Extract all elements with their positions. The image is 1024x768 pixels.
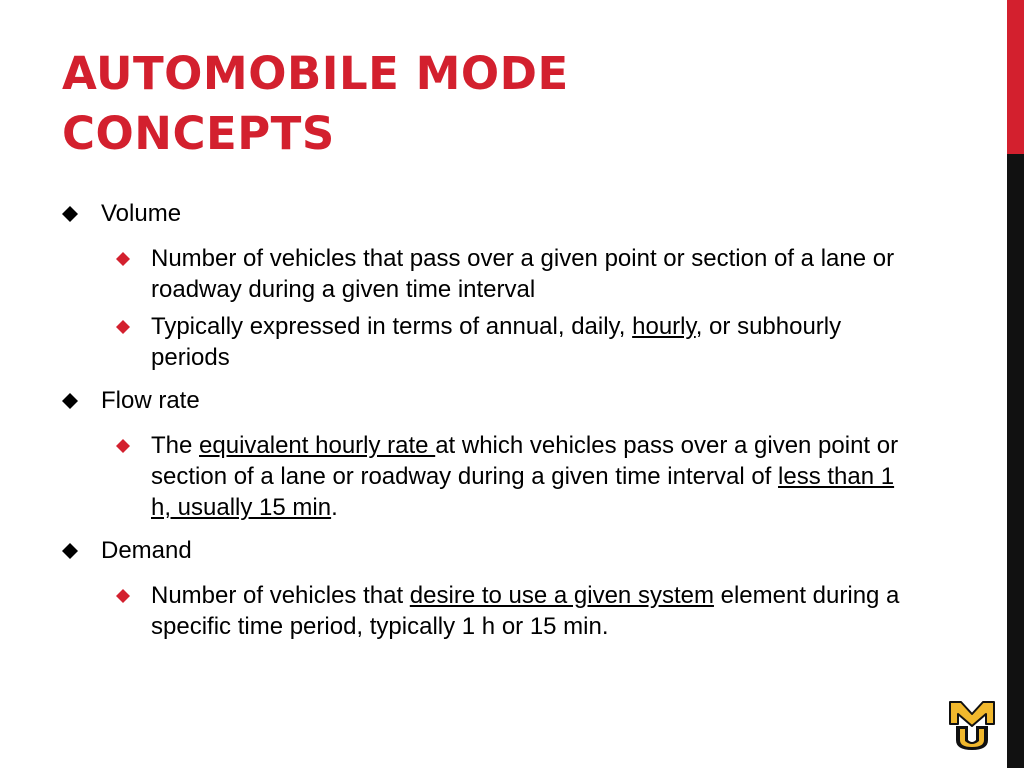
sub-bullet	[113, 430, 902, 523]
bullet-label: Demand	[101, 537, 192, 564]
sub-bullet-text	[151, 582, 899, 640]
bullet-list	[62, 198, 902, 654]
sub-bullet	[113, 243, 902, 305]
text-run: , or subhourly periods	[151, 313, 842, 371]
sidebar-accent-red	[1007, 0, 1024, 154]
title-line-2: CONCEPTS	[62, 107, 335, 160]
sub-bullet-text	[151, 313, 841, 371]
text-run: at which vehicles pass over a given point or section of a lane or roadway during a given time interval of	[151, 432, 899, 490]
text-run: The	[151, 432, 200, 459]
underlined-text: hourly	[632, 313, 696, 340]
sidebar-accent-black	[1007, 154, 1024, 768]
mu-logo-icon	[948, 700, 996, 752]
diamond-bullet-icon	[116, 589, 130, 603]
sub-bullet-text	[151, 432, 898, 521]
bullet-flow-rate	[62, 385, 902, 416]
diamond-bullet-icon	[116, 439, 130, 453]
sub-bullet	[113, 311, 902, 373]
text-run: element during a specific time period, typically 1 h or 15 min.	[151, 582, 900, 640]
text-run: Number of vehicles that	[151, 582, 410, 609]
text-run: Typically expressed in terms of annual, daily,	[151, 313, 633, 340]
underlined-text: equivalent hourly rate	[199, 432, 436, 459]
diamond-bullet-icon	[116, 320, 130, 334]
bullet-label: Volume	[101, 200, 182, 227]
underlined-text: less than 1 h, usually 15 min	[151, 463, 895, 521]
sub-bullet-text: Number of vehicles that pass over a given point or section of a lane or roadway during a given time interval	[151, 245, 895, 303]
bullet-demand	[62, 535, 902, 566]
text-run: .	[331, 494, 338, 521]
diamond-bullet-icon	[62, 543, 78, 559]
bullet-volume	[62, 198, 902, 229]
slide-title	[62, 44, 962, 164]
bullet-label: Flow rate	[101, 387, 200, 414]
underlined-text: desire to use a given system	[409, 582, 714, 609]
title-line-1: AUTOMOBILE MODE	[62, 47, 569, 100]
diamond-bullet-icon	[116, 252, 130, 266]
diamond-bullet-icon	[62, 393, 78, 409]
sub-bullet	[113, 580, 902, 642]
diamond-bullet-icon	[62, 206, 78, 222]
